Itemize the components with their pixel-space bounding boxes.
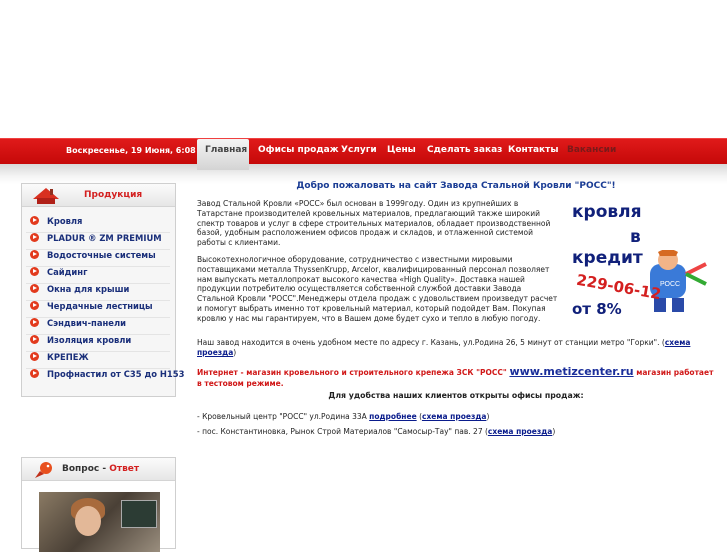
promo-rate: от 8% (572, 300, 622, 318)
office-roof-center (197, 412, 489, 422)
menu-item-label: Изоляция кровли (47, 335, 132, 345)
arrow-bullet-icon (30, 267, 39, 276)
address-paragraph (197, 338, 715, 358)
arrow-bullet-icon (30, 318, 39, 327)
online-store-notice (197, 365, 715, 389)
promo-line-credit: кредит (572, 248, 643, 268)
paren-close: ) (486, 412, 490, 421)
nav-tab-vacancies[interactable]: Вакансии (567, 145, 617, 155)
menu-item-label: Сэндвич-панели (47, 318, 126, 328)
intro-paragraph: Завод Стальной Кровли «РОСС» был основан в 1999году. Один из крупнейших в Татарстане производителей кровельных материалов, предлагающий также широкий спектр товаров и услуг в сфере строительных материалов, обладает производственной базой, удобным расположением офисов продаж и складов, и отлаженной системой работы с клиентами. (197, 199, 551, 247)
arrow-bullet-icon (30, 250, 39, 259)
products-panel (21, 183, 185, 397)
menu-item-label: Окна для крыши (47, 284, 130, 294)
address-end: ) (233, 347, 237, 357)
menu-item-fasteners[interactable] (30, 352, 89, 366)
nav-tab-services[interactable]: Услуги (341, 145, 377, 155)
qa-title (62, 464, 139, 474)
menu-item-label: PLADUR ® ZM PREMIUM (47, 233, 162, 243)
menu-item-pladur[interactable] (30, 233, 162, 247)
address-text: Наш завод находится в очень удобном месте по адресу г. Казань, ул.Родина 26, 5 минут от станции метро "Горки". ( (197, 338, 665, 347)
question-bird-icon (31, 459, 61, 479)
qa-panel-header (22, 458, 175, 481)
office-konstantinovka (197, 427, 555, 437)
arrow-bullet-icon (30, 335, 39, 344)
promo-line-in: в (630, 227, 641, 247)
arrow-bullet-icon (30, 369, 39, 378)
consultant-photo[interactable] (39, 492, 160, 552)
paren-open: ( (419, 412, 422, 421)
menu-item-label: Сайдинг (47, 267, 88, 277)
arrow-bullet-icon (30, 352, 39, 361)
nav-tab-home[interactable] (197, 139, 249, 170)
qa-panel (21, 457, 176, 549)
route-map-link-office2[interactable]: схема проезда (487, 427, 553, 436)
nav-tab-home-label: Главная (205, 145, 248, 155)
route-map-link-office1[interactable]: схема проезда (422, 412, 487, 421)
office-roof-center-text: - Кровельный центр "РОСС" ул.Родина 33А (197, 412, 370, 421)
menu-item-siding[interactable] (30, 267, 87, 281)
paren-close: ) (552, 427, 556, 436)
menu-item-roof-insulation[interactable] (30, 335, 131, 349)
welcome-heading: Добро пожаловать на сайт Завода Стальной Кровли "РОСС"! (296, 181, 616, 191)
current-date: Воскресенье, 19 Июня, 6:08 (66, 146, 196, 155)
nav-tab-offices[interactable]: Офисы продаж (258, 145, 339, 155)
arrow-bullet-icon (30, 216, 39, 225)
products-panel-header (22, 184, 175, 207)
metizcenter-link[interactable]: www.metizcenter.ru (509, 365, 634, 378)
menu-item-sandwich-panels[interactable] (30, 318, 126, 332)
arrow-bullet-icon (30, 301, 39, 310)
office-konstantinovka-text: - пос. Константиновка, Рынок Строй Материалов "Самосыр-Тау" пав. 27 ( (197, 427, 488, 436)
offices-heading: Для удобства наших клиентов открыты офисы продаж: (328, 391, 584, 400)
nav-tab-contacts[interactable]: Контакты (508, 145, 559, 155)
menu-item-roofing[interactable] (30, 216, 82, 230)
promo-phone: 229-06-12 (575, 270, 663, 304)
roof-icon (31, 185, 61, 205)
menu-item-label: КРЕПЕЖ (47, 352, 89, 362)
nav-tab-order[interactable]: Сделать заказ (427, 145, 503, 155)
store-notice-text: Интернет - магазин кровельного и строительного крепежа ЗСК "РОСС" (197, 368, 510, 377)
qa-title-answer: Ответ (109, 464, 140, 474)
route-map-link[interactable]: схема проезда (197, 338, 691, 357)
menu-item-label: Водосточные системы (47, 250, 156, 260)
badge-text: РОСС (660, 281, 681, 288)
arrow-bullet-icon (30, 284, 39, 293)
menu-item-profiled-sheet[interactable] (30, 369, 184, 383)
arrow-bullet-icon (30, 233, 39, 242)
promo-line-roof: кровля (572, 202, 642, 222)
details-link[interactable]: подробнее (369, 412, 417, 421)
qa-title-question: Вопрос - (62, 464, 110, 474)
menu-item-label: Профнастил от С35 до Н153 (47, 369, 185, 379)
menu-item-roof-windows[interactable] (30, 284, 129, 298)
store-notice-end: магазин работает в тестовом режиме. (197, 368, 714, 389)
menu-item-label: Чердачные лестницы (47, 301, 153, 311)
credit-promo-banner[interactable] (568, 194, 716, 324)
nav-tab-prices[interactable]: Цены (387, 145, 416, 155)
header-blank (0, 0, 727, 138)
equipment-paragraph: Высокотехнологичное оборудование, сотрудничество с известными мировыми поставщиками металла ThyssenKrupp, Arcelor, квалифицированный персонал позволяет нам выпускать металлопрокат высокого качества «High Quality». Доставка нашей продукции потребителю осуществляется собственной службой доставки Завода Стальной Кровли "РОСС".Менеджеры отдела продаж с удовольствием произведут расчет и помогут выбрать именно тот кровельный материал, который подойдет Вам. Покупая кровлю у нас мы гарантируем, что в Вашем доме будет сухо и тепло в любую погоду. (197, 255, 558, 323)
products-title: Продукция (84, 190, 143, 200)
menu-item-gutters[interactable] (30, 250, 156, 264)
menu-item-label: Кровля (47, 216, 83, 226)
menu-item-attic-stairs[interactable] (30, 301, 153, 315)
